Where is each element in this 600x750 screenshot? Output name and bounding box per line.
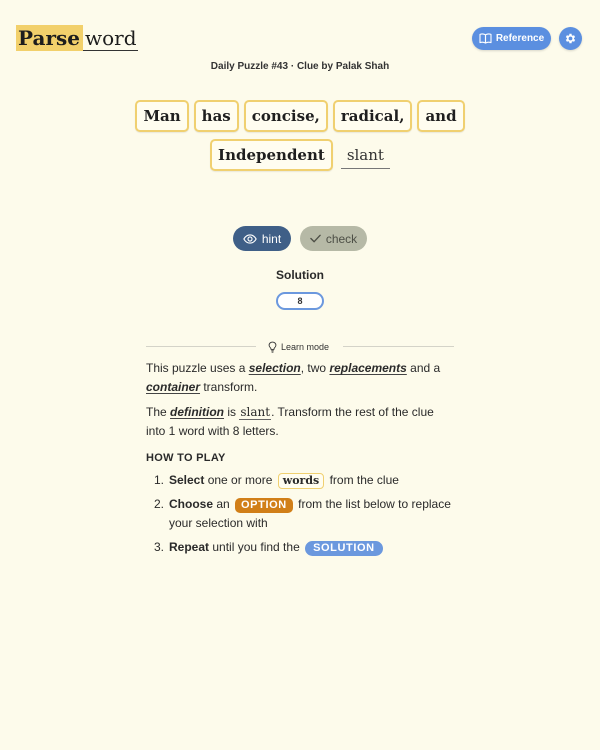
book-icon (479, 33, 492, 44)
term-selection[interactable]: selection (248, 361, 301, 375)
transform-description: This puzzle uses a selection, two replacements and a container transform. (146, 361, 441, 394)
learn-mode-label: Learn mode (281, 342, 330, 352)
checkmark-icon (310, 234, 321, 243)
clue-word-concise[interactable]: concise, (244, 100, 328, 132)
clue-word-radical[interactable]: radical, (333, 100, 413, 132)
clue-word-man[interactable]: Man (135, 100, 188, 132)
settings-button[interactable] (559, 27, 582, 50)
clue-line-1 (0, 100, 600, 132)
clue-word-independent[interactable]: Independent (210, 139, 333, 171)
words-chip: words (278, 473, 325, 489)
solution-input[interactable] (276, 292, 324, 310)
solution-chip: SOLUTION (305, 541, 383, 556)
term-definition[interactable]: definition (170, 405, 225, 419)
logo-word-text: word (84, 26, 137, 50)
definition-description: The definition is slant. Transform the rest of the clue into 1 word with 8 letters. (146, 405, 434, 438)
check-label: check (325, 231, 358, 246)
step-repeat: 3. Repeat until you find the SOLUTION (154, 538, 454, 557)
how-to-play-steps (154, 471, 454, 562)
clue-line-2 (0, 139, 600, 171)
reference-button[interactable] (472, 27, 551, 50)
gear-icon (564, 32, 577, 45)
term-replacements[interactable]: replacements (329, 361, 407, 375)
eye-icon (243, 234, 257, 244)
hint-label: hint (261, 231, 282, 246)
step-select: 1. Select one or more words from the clue (154, 473, 399, 487)
check-button[interactable] (300, 226, 367, 251)
learn-mode-toggle[interactable] (268, 340, 329, 354)
hint-button[interactable] (233, 226, 291, 251)
divider-right (343, 346, 454, 347)
solution-label: Solution (276, 268, 324, 282)
clue-word-has[interactable]: has (194, 100, 239, 132)
definition-inline: slant (240, 405, 271, 419)
clue-word-and[interactable]: and (417, 100, 464, 132)
option-chip: OPTION (235, 498, 293, 513)
solution-length: 8 (297, 296, 303, 306)
puzzle-subtitle: Daily Puzzle #43 · Clue by Palak Shah (210, 61, 390, 72)
step-choose: 2. Choose an OPTION from the list below to replace your selection with (154, 497, 451, 530)
logo-parse-text: Parse (16, 25, 83, 51)
divider-left (146, 346, 256, 347)
how-to-play-heading: HOW TO PLAY (146, 452, 226, 464)
term-container[interactable]: container (146, 380, 201, 394)
reference-label: Reference (495, 33, 545, 44)
logo[interactable] (16, 25, 138, 51)
definition-word: slant (341, 139, 390, 169)
lightbulb-icon (268, 341, 277, 353)
